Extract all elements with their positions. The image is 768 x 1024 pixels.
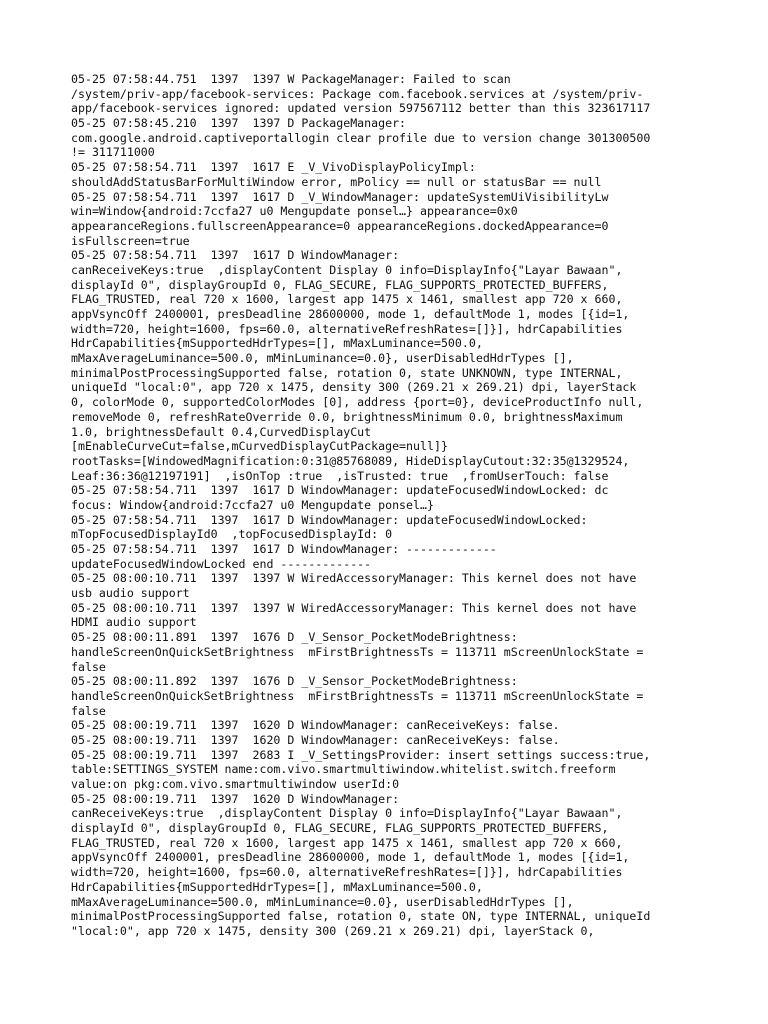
log-line: handleScreenOnQuickSetBrightness mFirstBrightnessTs = 113711 mScreenUnlockState = [71,688,644,703]
log-line: width=720, height=1600, fps=60.0, alternativeRefreshRates=[]}], hdrCapabilities [71,321,623,336]
log-line: 05-25 08:00:19.711 1397 1620 D WindowManager: canReceiveKeys: false. [71,732,560,747]
log-line: 05-25 08:00:11.892 1397 1676 D _V_Sensor_PocketModeBrightness: [71,674,518,689]
log-line: HdrCapabilities{mSupportedHdrTypes=[], mMaxLuminance=500.0, [71,879,483,894]
log-line: HdrCapabilities{mSupportedHdrTypes=[], mMaxLuminance=500.0, [71,336,483,351]
log-line: 05-25 07:58:54.711 1397 1617 D WindowManager: updateFocusedWindowLocked: dc [71,483,609,498]
log-line: 05-25 08:00:10.711 1397 1397 W WiredAccessoryManager: This kernel does not have [71,571,637,586]
log-text-block [71,72,711,939]
log-line: false [71,659,106,674]
log-line: 05-25 07:58:44.751 1397 1397 W PackageManager: Failed to scan [71,72,511,86]
log-line: mMaxAverageLuminance=500.0, mMinLuminance=0.0}, userDisabledHdrTypes [], [71,894,574,909]
log-line: usb audio support [71,586,190,601]
log-line: shouldAddStatusBarForMultiWindow error, mPolicy == null or statusBar == null [71,174,602,189]
log-line: "local:0", app 720 x 1475, density 300 (269.21 x 269.21) dpi, layerStack 0, [71,923,595,938]
log-line: 05-25 07:58:54.711 1397 1617 D WindowManager: updateFocusedWindowLocked: [71,512,588,527]
log-line: 05-25 07:58:54.711 1397 1617 D WindowManager: ------------- [71,542,497,556]
log-line: [mEnableCurveCut=false,mCurvedDisplayCutPackage=null]} [71,439,448,454]
log-line: focus: Window{android:7ccfa27 u0 Mengupdate ponsel…} [71,497,434,512]
log-line: /system/priv-app/facebook-services: Package com.facebook.services at /system/priv- [71,86,644,101]
log-line: minimalPostProcessingSupported false, rotation 0, state ON, type INTERNAL, uniqueId [71,909,651,924]
log-line: app/facebook-services ignored: updated version 597567112 better than this 323617117 [71,101,651,116]
log-line: 05-25 07:58:45.210 1397 1397 D PackageManager: [71,116,407,131]
log-line: rootTasks=[WindowedMagnification:0:31@85768089, HideDisplayCutout:32:35@1329524, [71,453,630,468]
log-line: isFullscreen=true [71,233,190,248]
log-line: 05-25 08:00:19.711 1397 1620 D WindowManager: [71,791,400,806]
log-line: HDMI audio support [71,615,197,630]
log-line: table:SETTINGS_SYSTEM name:com.vivo.smartmultiwindow.whitelist.switch.freeform [71,762,616,777]
log-line: FLAG_TRUSTED, real 720 x 1600, largest app 1475 x 1461, smallest app 720 x 660, [71,835,623,850]
log-line: updateFocusedWindowLocked end ------------- [71,556,372,571]
log-line: minimalPostProcessingSupported false, rotation 0, state UNKNOWN, type INTERNAL, [71,365,623,380]
log-line: 05-25 08:00:19.711 1397 2683 I _V_SettingsProvider: insert settings success:true, [71,747,651,762]
log-line: 05-25 08:00:10.711 1397 1397 W WiredAccessoryManager: This kernel does not have [71,600,637,615]
log-line: 05-25 07:58:54.711 1397 1617 D _V_WindowManager: updateSystemUiVisibilityLw [71,189,609,204]
log-line: mMaxAverageLuminance=500.0, mMinLuminance=0.0}, userDisabledHdrTypes [], [71,351,574,366]
log-line: 05-25 08:00:19.711 1397 1620 D WindowManager: canReceiveKeys: false. [71,718,560,733]
log-line: com.google.android.captiveportallogin clear profile due to version change 301300500 [71,130,651,145]
log-line: canReceiveKeys:true ,displayContent Display 0 info=DisplayInfo{"Layar Bawaan", [71,806,623,821]
log-line: 0, colorMode 0, supportedColorModes [0], address {port=0}, deviceProductInfo null, [71,395,644,410]
log-line: appVsyncOff 2400001, presDeadline 28600000, mode 1, defaultMode 1, modes [{id=1, [71,850,630,865]
log-line: displayId 0", displayGroupId 0, FLAG_SECURE, FLAG_SUPPORTS_PROTECTED_BUFFERS, [71,277,609,292]
log-line: false [71,703,106,718]
log-line: Leaf:36:36@12197191] ,isOnTop :true ,isTrusted: true ,fromUserTouch: false [71,468,609,483]
log-line: FLAG_TRUSTED, real 720 x 1600, largest app 1475 x 1461, smallest app 720 x 660, [71,292,623,307]
log-line: appearanceRegions.fullscreenAppearance=0 appearanceRegions.dockedAppearance=0 [71,218,609,233]
log-line: 05-25 08:00:11.891 1397 1676 D _V_Sensor_PocketModeBrightness: [71,630,518,645]
log-line: 1.0, brightnessDefault 0.4,CurvedDisplayCut [71,424,372,439]
log-line: canReceiveKeys:true ,displayContent Display 0 info=DisplayInfo{"Layar Bawaan", [71,262,623,277]
log-line: displayId 0", displayGroupId 0, FLAG_SECURE, FLAG_SUPPORTS_PROTECTED_BUFFERS, [71,821,609,836]
log-line: mTopFocusedDisplayId0 ,topFocusedDisplayId: 0 [71,527,393,542]
log-line: win=Window{android:7ccfa27 u0 Mengupdate ponsel…} appearance=0x0 [71,204,518,219]
log-line: uniqueId "local:0", app 720 x 1475, density 300 (269.21 x 269.21) dpi, layerStack [71,380,637,395]
log-line: appVsyncOff 2400001, presDeadline 28600000, mode 1, defaultMode 1, modes [{id=1, [71,307,630,321]
log-line: 05-25 07:58:54.711 1397 1617 E _V_VivoDisplayPolicyImpl: [71,160,476,175]
log-line: width=720, height=1600, fps=60.0, alternativeRefreshRates=[]}], hdrCapabilities [71,865,623,880]
log-line: handleScreenOnQuickSetBrightness mFirstBrightnessTs = 113711 mScreenUnlockState = [71,644,644,659]
log-line: removeMode 0, refreshRateOverride 0.0, brightnessMinimum 0.0, brightnessMaximum [71,409,623,424]
log-line: != 311711000 [71,145,155,160]
log-line: value:on pkg:com.vivo.smartmultiwindow userId:0 [71,777,400,791]
log-line: 05-25 07:58:54.711 1397 1617 D WindowManager: [71,248,400,263]
